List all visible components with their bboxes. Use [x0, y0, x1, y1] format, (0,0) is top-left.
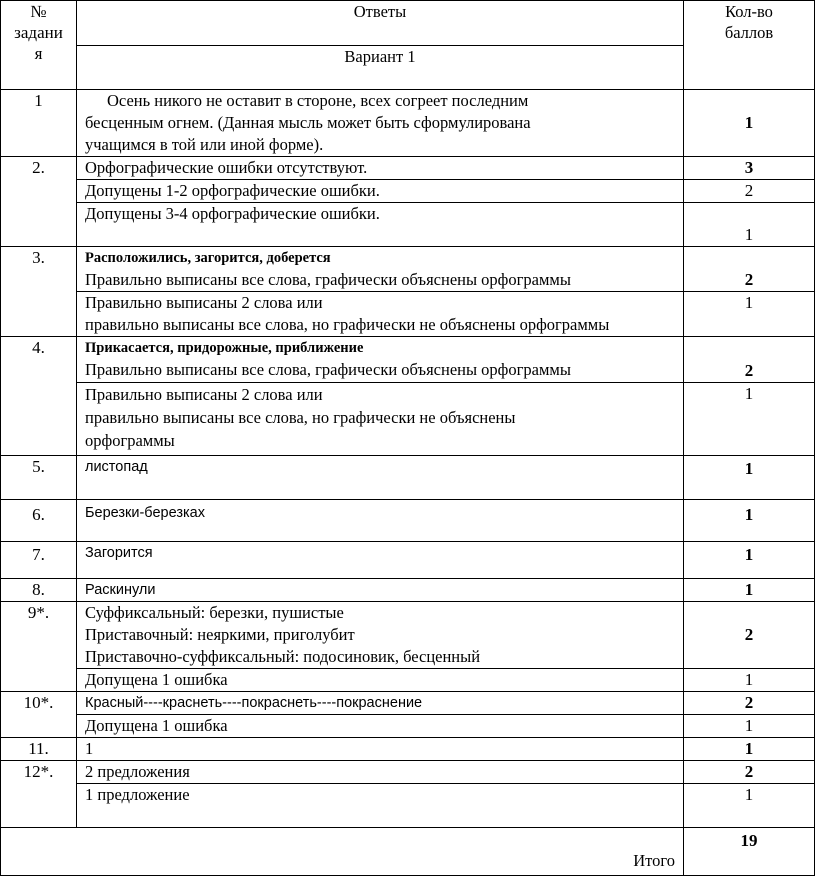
points: 2	[684, 180, 815, 203]
table-row	[1, 292, 815, 337]
points: 1	[684, 383, 815, 456]
points: 1	[684, 456, 815, 500]
table-row	[1, 247, 815, 292]
table-row	[1, 738, 815, 761]
task-number: 4.	[1, 337, 77, 456]
table-row	[1, 203, 815, 247]
total-label: Итого	[1, 828, 684, 876]
task-number: 3.	[1, 247, 77, 337]
table-row	[1, 180, 815, 203]
points: 2	[684, 692, 815, 715]
task-number: 6.	[1, 500, 77, 542]
answer-text: Березки-березках	[77, 500, 684, 542]
answer-text: Правильно выписаны 2 слова или правильно выписаны все слова, но графически не объяснены орфограммы	[77, 292, 684, 337]
answer-text: 1 предложение	[77, 784, 684, 828]
points: 2	[684, 761, 815, 784]
points: 2	[684, 247, 815, 292]
points: 1	[684, 292, 815, 337]
task-number: 8.	[1, 579, 77, 602]
task-number: 9*.	[1, 602, 77, 692]
points: 1	[684, 500, 815, 542]
answer-text: Суффиксальный: березки, пушистые Приставочный: неяркими, приголубит Приставочно-суффиксальный: подосиновик, бесценный	[77, 602, 684, 669]
answer-text: Допущена 1 ошибка	[77, 715, 684, 738]
points: 1	[684, 90, 815, 157]
header-answers: Ответы	[77, 1, 684, 46]
table-row	[1, 761, 815, 784]
answer-text: Загорится	[77, 542, 684, 579]
header-row	[1, 1, 815, 46]
points: 3	[684, 157, 815, 180]
header-points: Кол-во баллов	[684, 1, 815, 90]
answer-text: Допущена 1 ошибка	[77, 669, 684, 692]
points: 1	[684, 669, 815, 692]
table-row	[1, 383, 815, 456]
answer-text: Красный----краснеть----покраснеть----покраснение	[77, 692, 684, 715]
answer-text: 1	[77, 738, 684, 761]
header-num: № задани я	[1, 1, 77, 90]
task-number: 12*.	[1, 761, 77, 828]
answer-text: Раскинули	[77, 579, 684, 602]
task-number: 10*.	[1, 692, 77, 738]
variant-label: Вариант 1	[77, 46, 684, 90]
points: 1	[684, 715, 815, 738]
answer-text: Допущены 1-2 орфографические ошибки.	[77, 180, 684, 203]
points: 2	[684, 602, 815, 669]
table-row	[1, 602, 815, 669]
answer-text: 2 предложения	[77, 761, 684, 784]
points: 1	[684, 542, 815, 579]
points: 1	[684, 203, 815, 247]
total-row	[1, 828, 815, 876]
table-row	[1, 579, 815, 602]
points: 1	[684, 784, 815, 828]
table-row	[1, 542, 815, 579]
answer-text: Прикасается, придорожные, приближение Правильно выписаны все слова, графически объяснены орфограммы	[77, 337, 684, 383]
task-number: 1	[1, 90, 77, 157]
answer-text: листопад	[77, 456, 684, 500]
points: 1	[684, 738, 815, 761]
task-number: 7.	[1, 542, 77, 579]
table-row	[1, 784, 815, 828]
points: 2	[684, 337, 815, 383]
answer-text: Расположились, загорится, доберется Правильно выписаны все слова, графически объяснены орфограммы	[77, 247, 684, 292]
task-number: 11.	[1, 738, 77, 761]
table-row	[1, 500, 815, 542]
total-points: 19	[684, 828, 815, 876]
task-number: 2.	[1, 157, 77, 247]
answer-text: Орфографические ошибки отсутствуют.	[77, 157, 684, 180]
answer-text: Осень никого не оставит в стороне, всех согреет последним бесценным огнем. (Данная мысль может быть сформулирована учащимся в той или иной форме).	[77, 90, 684, 157]
table-row	[1, 692, 815, 715]
task-number: 5.	[1, 456, 77, 500]
table-row	[1, 669, 815, 692]
table-row	[1, 90, 815, 157]
answer-text: Допущены 3-4 орфографические ошибки.	[77, 203, 684, 247]
points: 1	[684, 579, 815, 602]
answer-text: Правильно выписаны 2 слова или правильно выписаны все слова, но графически не объяснены орфограммы	[77, 383, 684, 456]
table-row	[1, 715, 815, 738]
table-row	[1, 337, 815, 383]
table-row	[1, 456, 815, 500]
table-row	[1, 157, 815, 180]
